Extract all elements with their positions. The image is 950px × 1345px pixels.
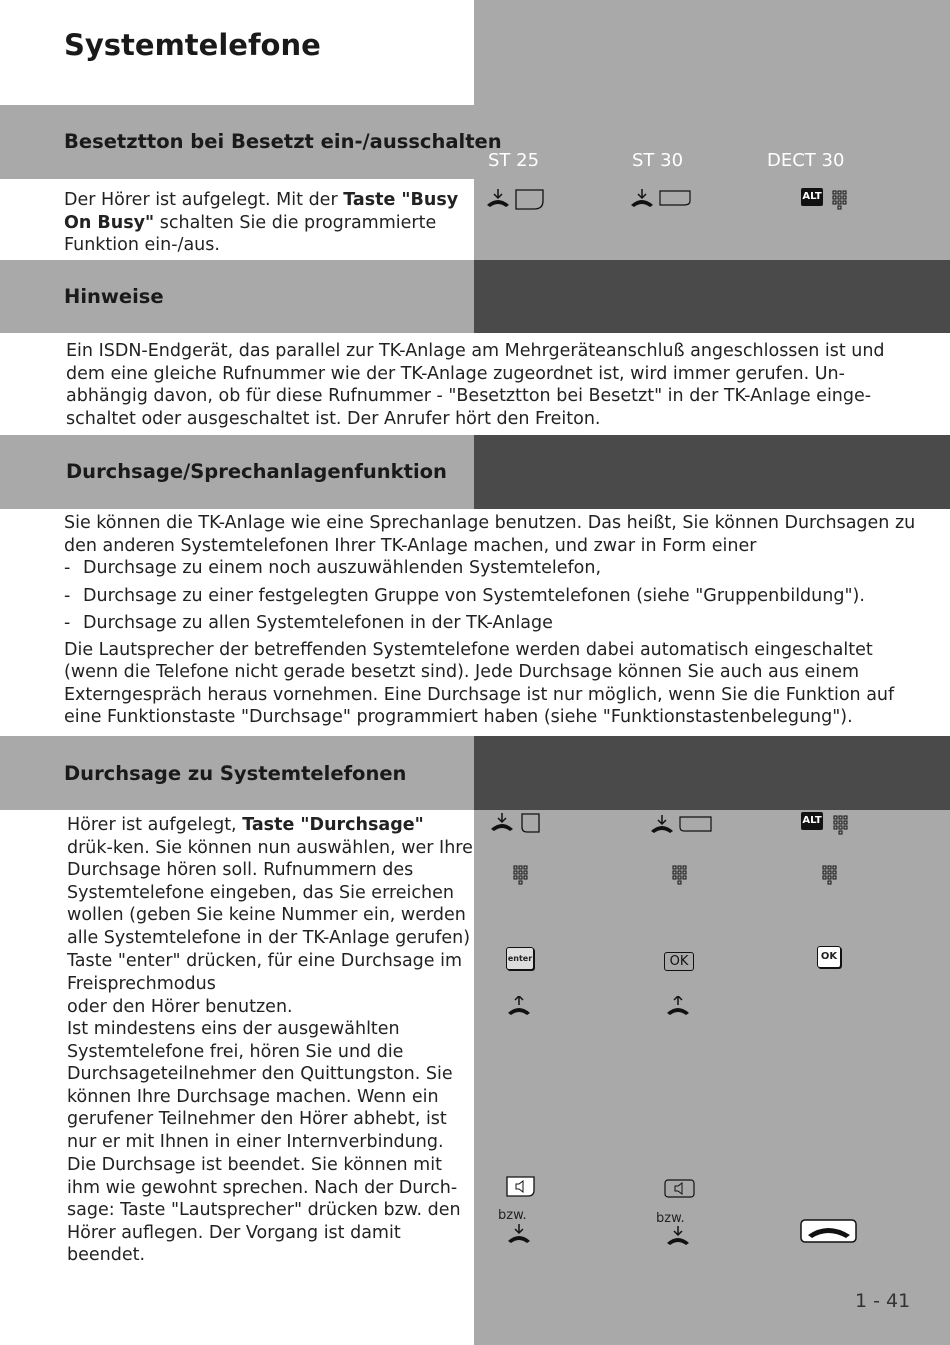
alt-key-icon: ALT: [801, 188, 823, 206]
hinweise-title: Hinweise: [64, 285, 164, 308]
keypad-icon: [822, 865, 838, 885]
handset-down-key-icon: [490, 812, 550, 836]
bzw-label: bzw.: [656, 1211, 685, 1226]
durchsage-title: Durchsage/Sprechanlagenfunktion: [66, 460, 447, 483]
durchsage-list: [64, 557, 924, 635]
hinweise-text: Ein ISDN-Endgerät, das parallel zur TK-Anlage am Mehrgeräteanschluß angeschlossen ist und dem eine gleiche Rufnummer wie der TK-Anlage zugeordnet ist, wird immer gerufen. Un-abhängig davon, ob für diese Rufnummer - "Besetztton bei Besetzt" in der TK-Anlage einge-schaltet oder ausgeschaltet ist. Der Anrufer hört den Freiton.: [66, 341, 885, 429]
page-number: 1 - 41: [855, 1290, 911, 1312]
column-header-dect30: DECT 30: [767, 150, 845, 171]
systemtelefone-step5: Die Durchsage ist beendet. Sie können mit ihm wie gewohnt sprechen. Nach der Durch-sage: Taste "Lautsprecher" drücken bzw. den Hörer auflegen. Der Vorgang ist damit beendet.: [67, 1155, 461, 1265]
speaker-key-icon: [506, 1176, 536, 1198]
keypad-icon: [832, 190, 848, 210]
durchsage-intro: Sie können die TK-Anlage wie eine Sprechanlage benutzen. Das heißt, Sie können Durchsagen zu den anderen Systemtelefonen Ihrer TK-Anlage machen, und zwar in Form einer: [64, 513, 916, 556]
speaker-key-icon: [664, 1179, 696, 1199]
handset-hangup-icon: [666, 1226, 692, 1246]
systemtelefone-step2: Taste "enter" drücken, für eine Durchsage im Freisprechmodus: [67, 951, 463, 994]
handset-lift-icon: [666, 996, 692, 1016]
column-header-st25: ST 25: [488, 150, 540, 171]
keypad-icon: [672, 865, 688, 885]
handset-lift-icon: [507, 996, 533, 1016]
handset-down-key-icon: [630, 187, 694, 213]
list-item: - Durchsage zu allen Systemtelefonen in der TK-Anlage: [64, 612, 924, 635]
durchsage-header-dark: [474, 435, 950, 509]
section1-text: Der Hörer ist aufgelegt. Mit der Taste "Busy On Busy" schalten Sie die programmierte Funktion ein-/aus.: [64, 190, 459, 255]
column-header-st30: ST 30: [632, 150, 684, 171]
alt-key-icon: ALT: [801, 812, 823, 830]
ok-key-icon: OK: [664, 952, 694, 971]
end-call-key-icon: [800, 1219, 858, 1245]
hinweise-header-dark: [474, 260, 950, 333]
keypad-icon: [833, 815, 849, 835]
systemtelefone-step3: oder den Hörer benutzen.: [67, 997, 293, 1017]
systemtelefone-step4: Ist mindestens eins der ausgewählten Systemtelefone frei, hören Sie und die Durchsageteilnehmer den Quittungston. Sie können Ihre Durchsage machen. Wenn ein gerufener Teilnehmer den Hörer abhebt, ist nur er mit Ihnen in einer Internverbindung.: [67, 1019, 453, 1152]
list-item: - Durchsage zu einem noch auszuwählenden Systemtelefon,: [64, 557, 924, 580]
keypad-icon: [513, 865, 529, 885]
handset-down-key-icon: [650, 814, 714, 838]
durchsage-outro: Die Lautsprecher der betreffenden Systemtelefone werden dabei automatisch eingeschaltet (wenn die Telefone nicht gerade besetzt sind). Jede Durchsage können Sie auch aus einem Externgespräch heraus vornehmen. Eine Durchsage ist nur möglich, wenn Sie die Funktion auf eine Funktionstaste "Durchsage" programmiert haben (siehe "Funktionstastenbelegung").: [64, 639, 895, 727]
enter-key-icon: enter: [506, 947, 534, 970]
bzw-label: bzw.: [498, 1208, 527, 1223]
systemtelefone-title: Durchsage zu Systemtelefonen: [64, 762, 407, 785]
list-item: - Durchsage zu einer festgelegten Gruppe von Systemtelefonen (siehe "Gruppenbildung").: [64, 585, 924, 608]
handset-down-key-icon: [486, 187, 546, 213]
handset-hangup-icon: [507, 1224, 533, 1244]
durchsage-text: [64, 512, 924, 729]
ok-key-icon: OK: [817, 946, 841, 968]
section1-title: Besetztton bei Besetzt ein-/ausschalten: [64, 130, 502, 153]
systemtelefone-header-dark: [474, 736, 950, 810]
systemtelefone-step1: Hörer ist aufgelegt, Taste "Durchsage" drük-ken. Sie können nun auswählen, wer Ihre Durchsage hören soll. Rufnummern des Systemtelefone eingeben, das Sie erreichen wollen (geben Sie keine Nummer ein, werden alle Systemtelefone in der TK-Anlage gerufen): [67, 815, 473, 948]
page-title: Systemtelefone: [64, 28, 321, 62]
